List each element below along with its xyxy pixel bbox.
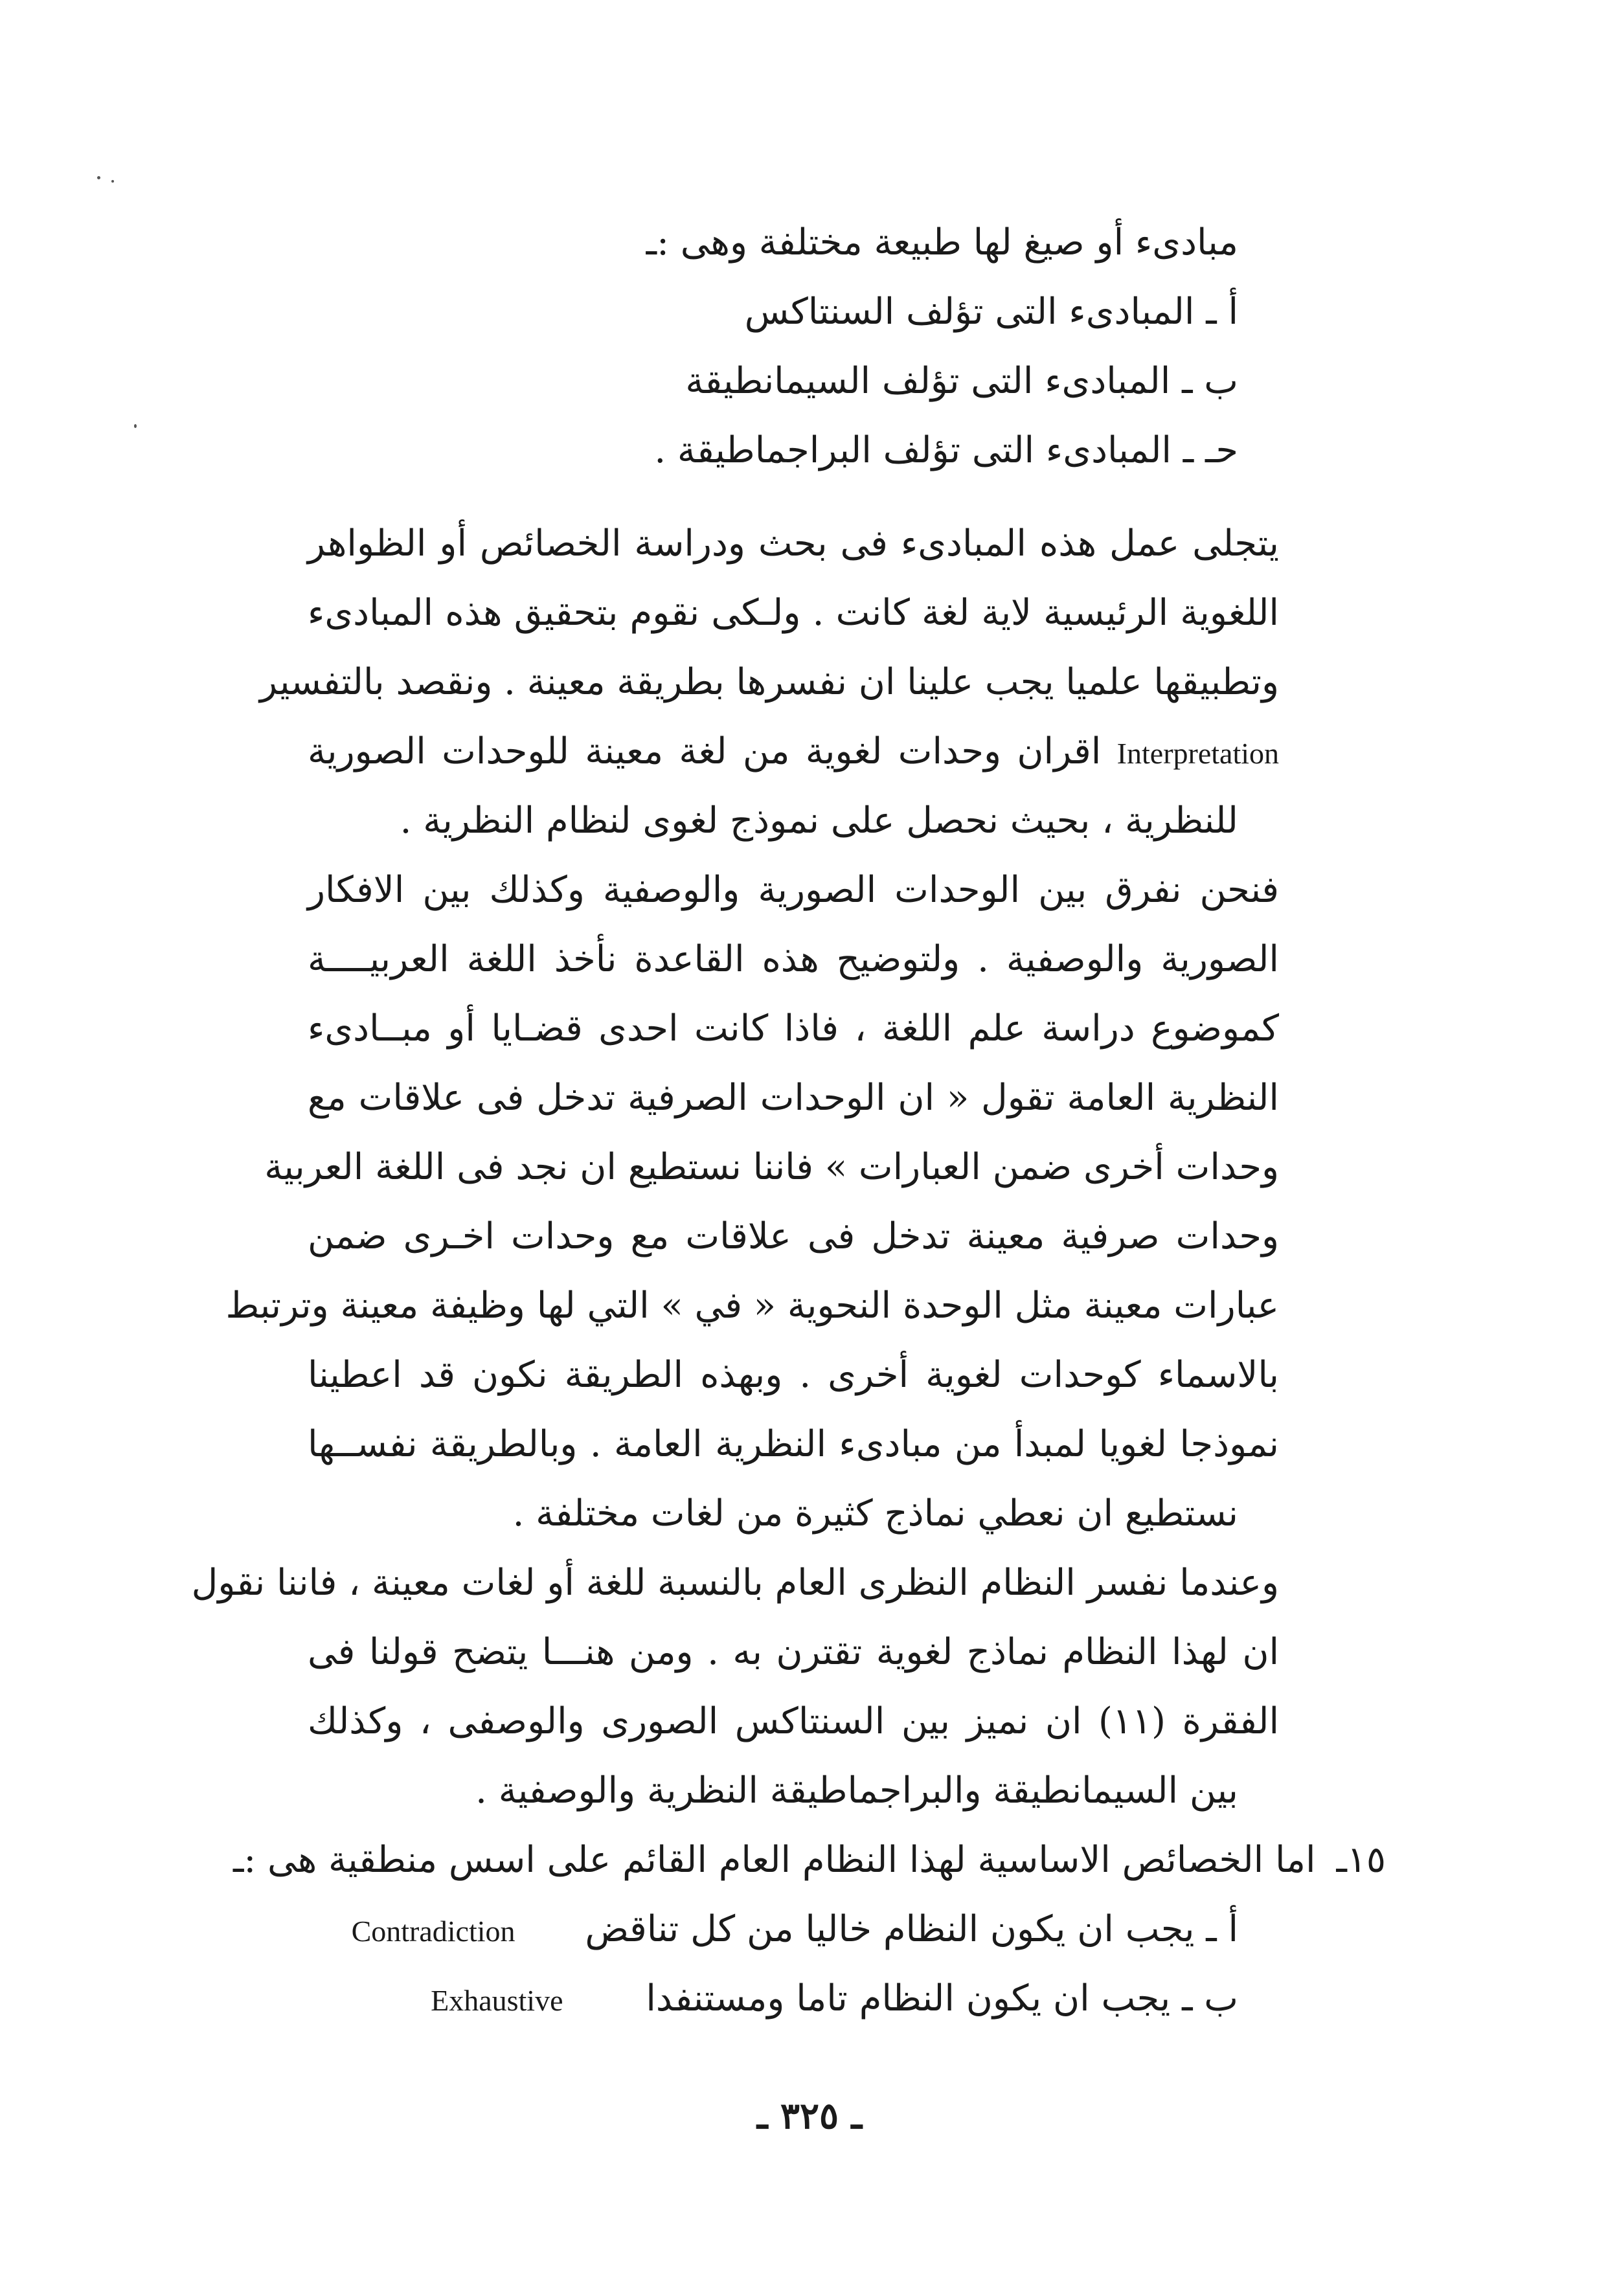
item-a-term: Contradiction [351,1915,515,1948]
paragraph2-line: فنحن نفرق بين الوحدات الصورية والوصفية وكذلك بين الافكار [308,869,1279,911]
paragraph3-last-line: بين السيمانطيقة والبراجماطيقة النظرية والوصفية . [475,1770,1238,1812]
paragraph2-line: النظرية العامة تقول « ان الوحدات الصرفية تدخل فى علاقات مع [308,1077,1279,1119]
section-15-item-b [431,1973,1238,2027]
paragraph1-line-text: اقران وحدات لغوية من لغة معينة للوحدات الصورية [308,730,1102,772]
scan-speck [134,424,137,428]
paragraph1-line: اللغوية الرئيسية لاية لغة كانت . ولـكى نقوم بتحقيق هذه المبادىء [308,592,1279,634]
item-a-text: أ ـ يجب ان يكون النظام خاليا من كل تناقض [585,1908,1238,1950]
section-15-heading [233,1834,1386,1886]
scan-speck [111,180,114,183]
intro-item-b: ب ـ المبادىء التى تؤلف السيمانطيقة [685,360,1238,402]
section-heading-text: اما الخصائص الاساسية لهذا النظام العام القائم على اسس منطقية هى :ـ [232,1839,1316,1881]
intro-item-a: أ ـ المبادىء التى تؤلف السنتاكس [744,291,1238,333]
paragraph3-line: ان لهذا النظام نماذج لغوية تقترن به . ومن هنـــا يتضح قولنا فى [308,1631,1279,1673]
scan-speck [97,176,100,179]
paragraph2-line: الصورية والوصفية . ولتوضيح هذه القاعدة نأخذ اللغة العربيــــة [308,938,1279,980]
paragraph2-line: وحدات أخرى ضمن العبارات » فاننا نستطيع ان نجد فى اللغة العربية [264,1146,1279,1188]
paragraph2-line: وحدات صرفية معينة تدخل فى علاقات مع وحدات اخـرى ضمن [308,1215,1280,1257]
paragraph1-line: وتطبيقها علميا يجب علينا ان نفسرها بطريقة معينة . ونقصد بالتفسير [259,661,1279,703]
item-b-term: Exhaustive [431,1984,563,2017]
section-number: ١٥ـ [1336,1839,1386,1881]
paragraph2-line: كموضوع دراسة علم اللغة ، فاذا كانت احدى قضـايا أو مبــادىء [308,1007,1279,1050]
paragraph1-line: يتجلى عمل هذه المبادىء فى بحث ودراسة الخصائص أو الظواهر [308,523,1279,565]
paragraph2-line: نموذجا لغويا لمبدأ من مبادىء النظرية العامة . وبالطريقة نفســها [308,1423,1279,1465]
paragraph1-line [308,726,1279,780]
paragraph1-last-line: للنظرية ، بحيث نحصل على نموذج لغوى لنظام النظرية . [400,800,1238,842]
paragraph3-line: وعندما نفسر النظام النظرى العام بالنسبة للغة أو لغات معينة ، فاننا نقول [191,1562,1279,1604]
intro-item-c: حـ ـ المبادىء التى تؤلف البراجماطيقة . [654,429,1238,471]
interpretation-term: Interpretation [1116,737,1279,770]
page-number: ـ ٣٢٥ ـ [756,2095,863,2137]
paragraph2-line: عبارات معينة مثل الوحدة النحوية « في » التي لها وظيفة معينة وترتبط [225,1285,1279,1327]
paragraph3-line: الفقرة (١١) ان نميز بين السنتاكس الصورى والوصفى ، وكذلك [308,1700,1279,1742]
intro-line: مبادىء أو صيغ لها طبيعة مختلفة وهى :ـ [646,221,1238,264]
paragraph2-line: بالاسماء كوحدات لغوية أخرى . وبهذه الطريقة نكون قد اعطينا [308,1354,1279,1396]
section-15-item-a [352,1904,1238,1957]
item-b-text: ب ـ يجب ان يكون النظام تاما ومستنفدا [646,1977,1238,2020]
paragraph2-last-line: نستطيع ان نعطي نماذج كثيرة من لغات مختلفة . [512,1492,1238,1535]
